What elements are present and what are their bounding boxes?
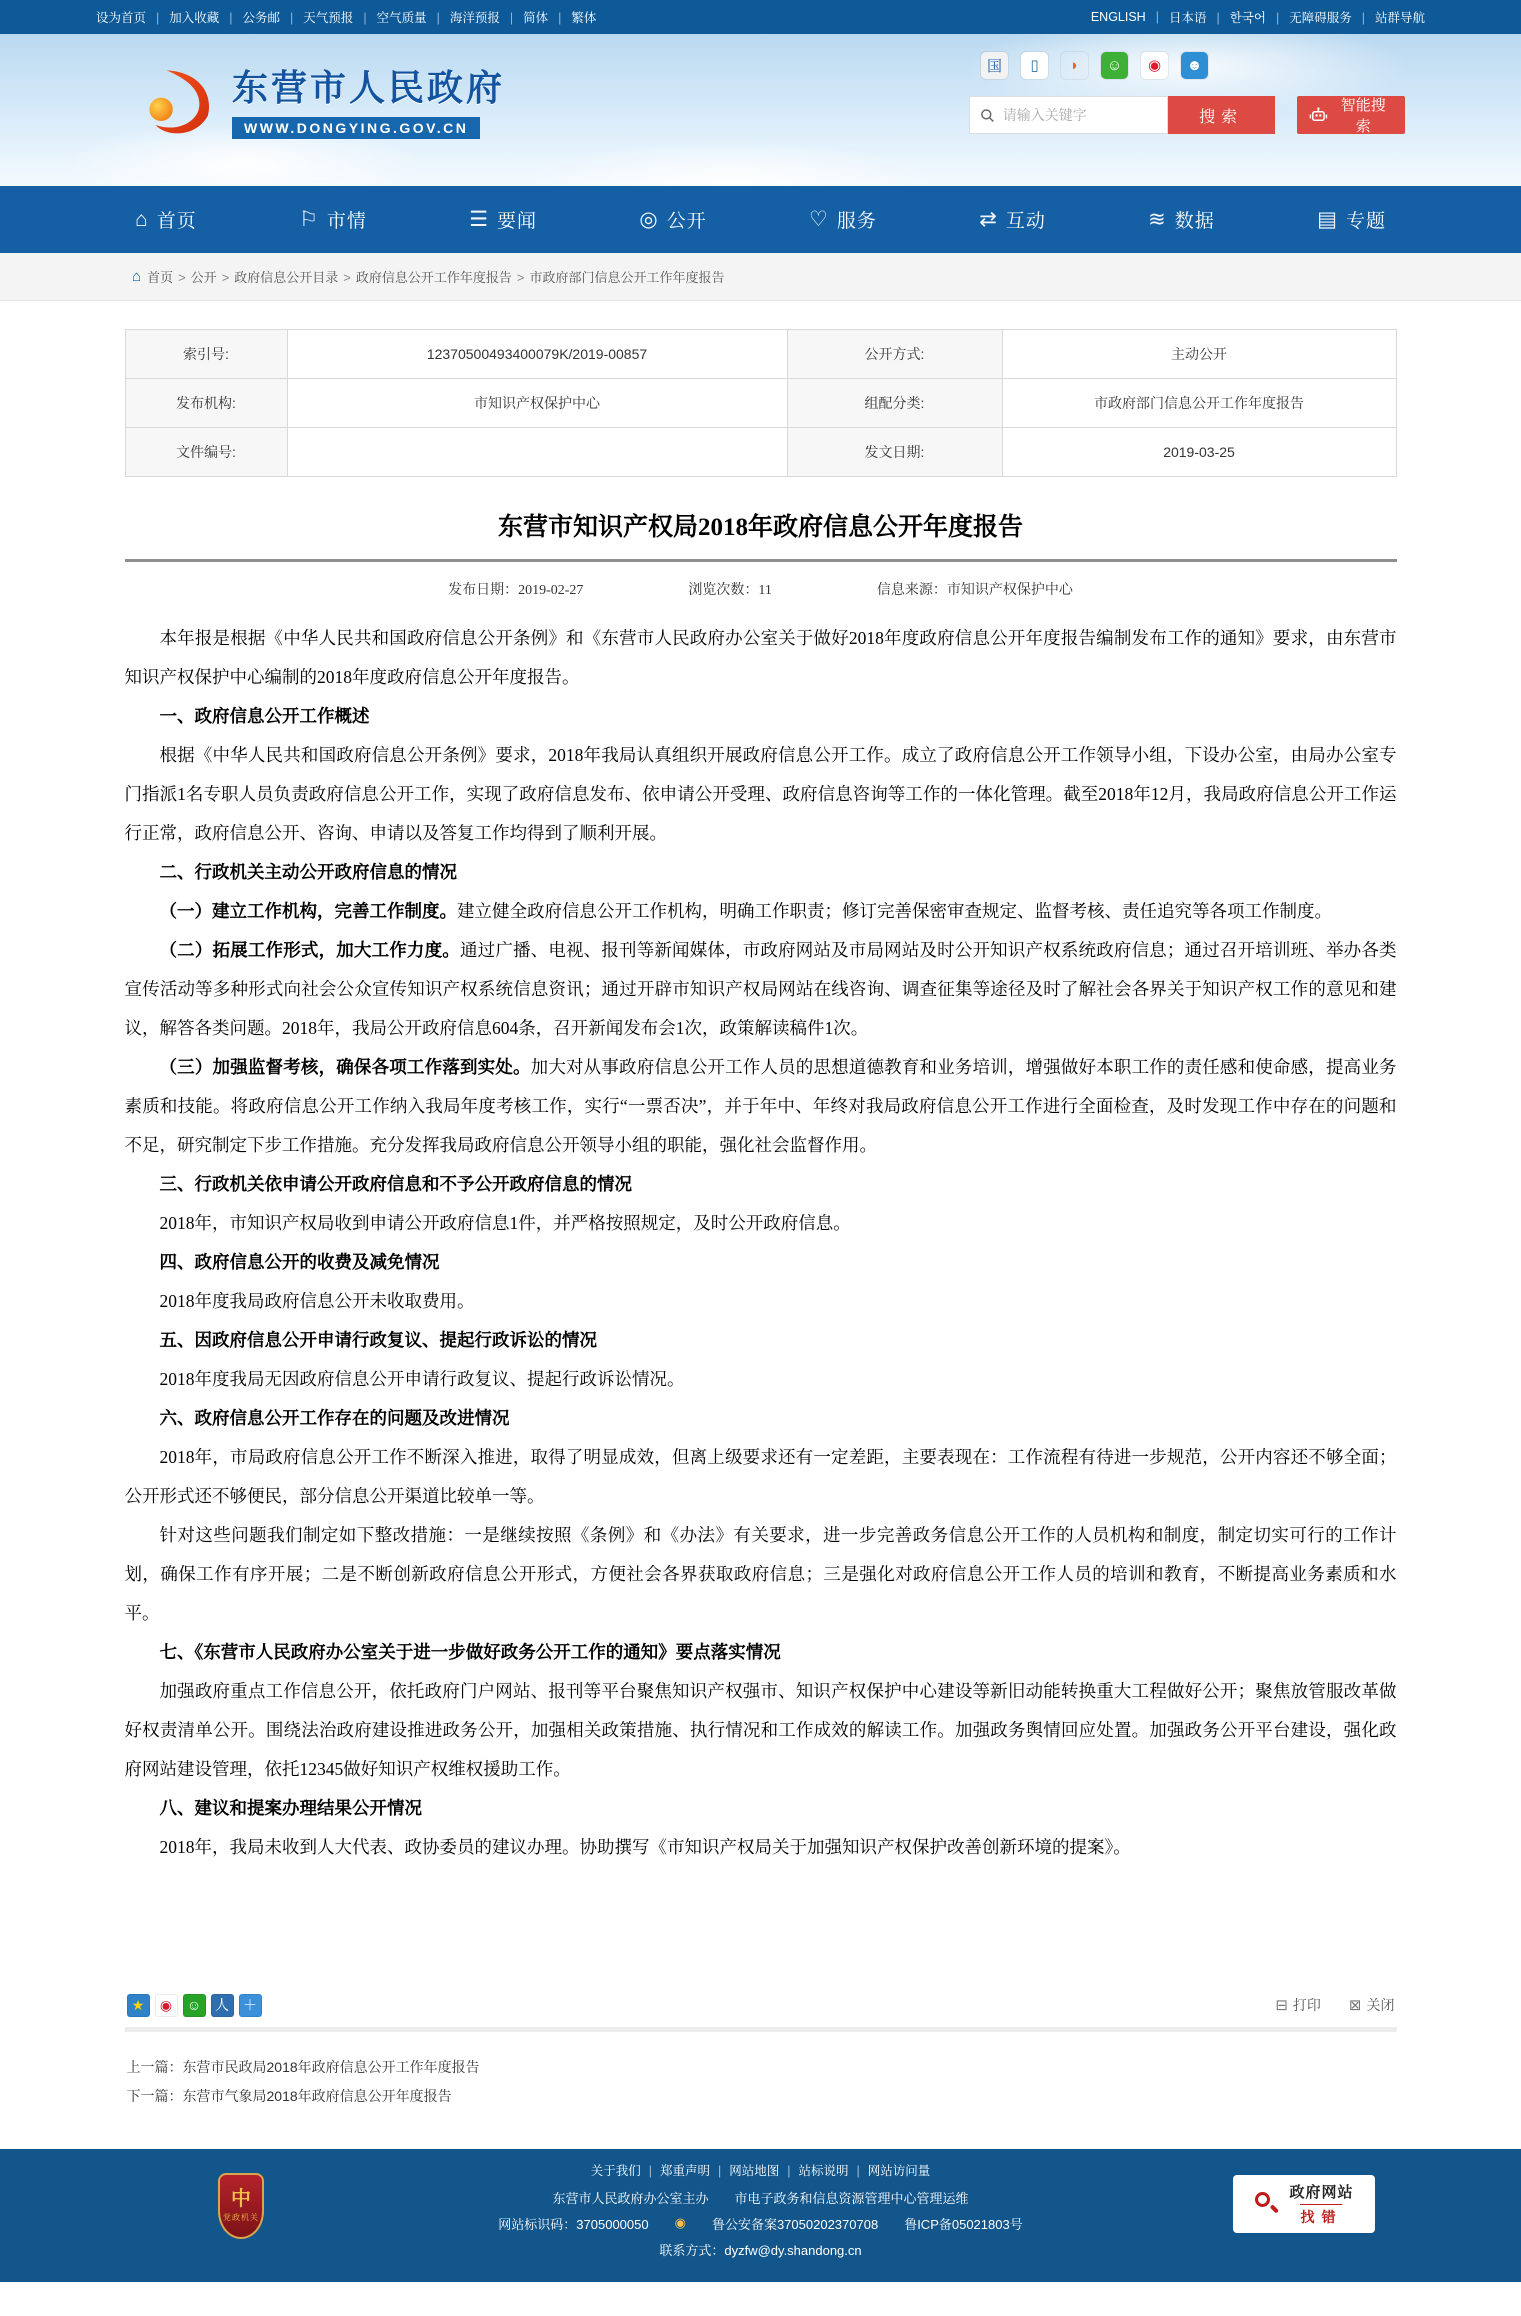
top-utility-bar [0, 0, 1521, 34]
info-label: 发文日期: [788, 428, 1003, 477]
topbar-link[interactable]: 日本语 | [1169, 8, 1230, 26]
info-value: 2019-03-25 [1003, 428, 1397, 477]
breadcrumb-item[interactable]: 政府信息公开工作年度报告 > [356, 270, 530, 285]
home-icon: ⌂ [132, 268, 142, 285]
topbar-link[interactable]: 设为首页 | [96, 8, 169, 26]
footer-link[interactable]: 网站访问量 [867, 2163, 931, 2178]
nav-item-label: 要闻 [497, 211, 538, 232]
info-label: 公开方式: [788, 330, 1003, 379]
share-icons [127, 1994, 262, 2017]
next-label: 下一篇： [126, 2087, 183, 2104]
breadcrumb-item[interactable]: 公开 > [191, 270, 235, 285]
contact-email[interactable]: dyzfw@dy.shandong.cn [724, 2242, 862, 2258]
header-right [969, 50, 1405, 134]
article-block-text: 三、行政机关依申请公开政府信息和不予公开政府信息的情况 [159, 1174, 632, 1195]
site-logo[interactable] [140, 60, 505, 139]
special-topic-icon: ▤ [1317, 208, 1337, 231]
footer-link[interactable]: 站标说明 | [799, 2164, 868, 2178]
article-block [125, 1360, 1397, 1399]
news-list-icon: ☰ [469, 208, 489, 231]
article-block [125, 1399, 1397, 1438]
article-block-text: 2018年度我局政府信息公开未收取费用。 [159, 1291, 475, 1312]
city-map-icon: ⚐ [299, 208, 318, 231]
topbar-link[interactable]: 公务邮 | [243, 8, 304, 26]
article-block [125, 619, 1397, 697]
topbar-link[interactable]: 无障碍服务 | [1289, 8, 1375, 26]
article-block-text: 通过广播、电视、报刊等新闻媒体，市政府网站及市局网站及时公开知识产权系统政府信息；通过召开培训班、举办各类宣传活动等多种形式向社会公众宣传知识产权系统信息资讯；通过开辟市知识产权局网站在线咨询、调查征集等途径及时了解社会各界关于知识产权工作的意见和建议，解答各类问题。2018年，我局公开政府信息604条，召开新闻发布会1次，政策解读稿件1次。 [124, 940, 1397, 1039]
footer-link[interactable]: 网站地图 | [729, 2164, 798, 2178]
nav-item-label: 服务 [836, 211, 877, 232]
article-block-text: 二、行政机关主动公开政府信息的情况 [159, 862, 457, 883]
wechat-icon[interactable]: ☺ [1101, 52, 1128, 79]
view-count-value: 11 [758, 583, 772, 598]
page-title: 东营市知识产权局2018年政府信息公开年度报告 [497, 514, 1023, 541]
info-label: 文件编号: [126, 428, 288, 477]
find-error-magnifier-icon [1254, 2191, 1280, 2217]
info-value: 市政府部门信息公开工作年度报告 [1003, 379, 1397, 428]
disclosure-eye-icon: ◎ [639, 208, 658, 231]
nav-item[interactable] [1148, 206, 1215, 233]
search-row [969, 96, 1405, 134]
home-icon: ⌂ [135, 208, 148, 231]
topbar-link[interactable]: 站群导航 [1374, 11, 1425, 25]
nav-item[interactable] [299, 206, 367, 233]
publish-date [448, 579, 583, 599]
article-block [125, 1828, 1397, 1867]
print-label: 打印 [1292, 1997, 1321, 2013]
site-code-value: 3705000050 [576, 2216, 649, 2232]
info-source-label: 信息来源： [876, 583, 947, 598]
service-heart-icon: ♡ [809, 208, 828, 231]
printer-icon: ⊟ [1275, 1997, 1288, 2014]
article-block-text: 一、政府信息公开工作概述 [159, 706, 370, 727]
find-error-line1: 政府网站 [1289, 2183, 1354, 2201]
article-block [125, 892, 1397, 931]
footer-contact-line [0, 2240, 1521, 2259]
main-nav [0, 186, 1521, 253]
share-toolbar [125, 1986, 1397, 2032]
article-block-text: 加强政府重点工作信息公开，依托政府门户网站、报刊等平台聚焦知识产权强市、知识产权保护中心建设等新旧动能转换重大工程做好公开；聚焦放管服改革做好权责清单公开。围绕法治政府建设推进政务公开，加强相关政策措施、执行情况和工作成效的解读工作。加强政务舆情回应处置。加强政务公开平台建设，强化政府网站建设管理，依托12345做好知识产权维权援助工作。 [124, 1681, 1397, 1780]
topbar-link[interactable]: 繁体 [571, 11, 597, 25]
info-value [288, 428, 788, 477]
search-input[interactable] [1003, 107, 1157, 123]
nav-item[interactable] [1317, 206, 1386, 233]
find-error-button[interactable] [1233, 2175, 1375, 2233]
breadcrumb-item[interactable]: 首页 > [147, 270, 191, 285]
footer-link[interactable]: 关于我们 | [591, 2164, 660, 2178]
nav-item-label: 专题 [1345, 211, 1386, 232]
info-source [877, 579, 1073, 599]
topbar-link[interactable]: 海洋预报 | [450, 8, 523, 26]
nav-item[interactable] [639, 206, 706, 233]
publish-date-value: 2019-02-27 [518, 583, 584, 598]
search-icon [980, 107, 995, 124]
search-box [969, 96, 1168, 134]
nav-item[interactable] [469, 206, 537, 233]
more-share-icon[interactable]: ＋ [239, 1994, 262, 2017]
site-name: 东营市人民政府 [232, 67, 506, 108]
article-block-text: 2018年，市局政府信息公开工作不断深入推进，取得了明显成效，但离上级要求还有一定差距，主要表现在：工作流程有待进一步规范，公开内容还不够全面；公开形式还不够便民，部分信息公开渠道比较单一等。 [124, 1447, 1397, 1507]
article-block [125, 1672, 1397, 1789]
article-block-text: 八、建议和提案办理结果公开情况 [159, 1798, 422, 1819]
nav-item[interactable] [979, 206, 1046, 233]
article-block [125, 1633, 1397, 1672]
info-value: 12370500493400079K/2019-00857 [288, 330, 788, 379]
nav-item-label: 市情 [326, 211, 367, 232]
info-source-value: 市知识产权保护中心 [946, 583, 1073, 598]
state-council-app-icon[interactable]: 国 [981, 52, 1008, 79]
info-value: 主动公开 [1003, 330, 1397, 379]
article-block-text: 2018年，市知识产权局收到申请公开政府信息1件，并严格按照规定，及时公开政府信息。 [159, 1213, 851, 1234]
topbar-link[interactable]: 空气质量 | [377, 8, 450, 26]
close-button[interactable] [1349, 1995, 1395, 2015]
topbar-left-links [96, 8, 596, 26]
nav-item-label: 互动 [1005, 211, 1046, 232]
site-code-label: 网站标识码： [498, 2216, 577, 2232]
city-logo-app-icon[interactable]: ◗ [1061, 52, 1088, 79]
nav-item-label: 数据 [1174, 211, 1215, 232]
print-button[interactable] [1275, 1995, 1321, 2015]
breadcrumb [147, 267, 724, 286]
site-url: WWW.DONGYING.GOV.CN [232, 117, 480, 139]
nav-item-label: 公开 [666, 211, 707, 232]
prev-article-link[interactable]: 东营市民政局2018年政府信息公开工作年度报告 [182, 2058, 480, 2075]
article-block [125, 1282, 1397, 1321]
footer-organizer: 东营市人民政府办公室主办 [552, 2190, 709, 2206]
article-block [125, 736, 1397, 853]
article-block [125, 853, 1397, 892]
nav-item[interactable] [809, 206, 877, 233]
view-count [688, 579, 771, 599]
page-tools [1275, 1995, 1394, 2015]
info-label: 索引号: [126, 330, 288, 379]
article-block [125, 931, 1397, 1048]
article-block-lead: （一）建立工作机构，完善工作制度。 [159, 901, 457, 922]
article-block-text: 七、《东营市人民政府办公室关于进一步做好政务公开工作的通知》要点落实情况 [159, 1642, 781, 1663]
site-code [498, 2214, 648, 2233]
robot-icon [1309, 106, 1328, 125]
info-label: 组配分类: [788, 379, 1003, 428]
robot-assistant-icon[interactable]: ☻ [1181, 52, 1208, 79]
topbar-link[interactable]: 加入收藏 | [169, 8, 242, 26]
topbar-link[interactable]: 天气预报 | [303, 8, 376, 26]
search-button[interactable]: 搜索 [1168, 96, 1275, 134]
contact-label: 联系方式： [659, 2242, 725, 2258]
topbar-link[interactable]: ENGLISH | [1091, 10, 1169, 24]
breadcrumb-bar [0, 253, 1521, 301]
icp-record[interactable]: 鲁ICP备05021803号 [904, 2216, 1023, 2232]
prev-next-links [125, 2032, 1397, 2149]
nav-item[interactable] [135, 206, 197, 233]
prev-label: 上一篇： [126, 2058, 183, 2075]
article-block-text: 2018年，我局未收到人大代表、政协委员的建议办理。协助撰写《市知识产权局关于加强知识产权保护改善创新环境的提案》。 [159, 1837, 1131, 1858]
article-block [125, 1165, 1397, 1204]
article-block-lead: （三）加强监督考核，确保各项工作落到实处。 [159, 1057, 531, 1078]
prev-article [127, 2057, 1395, 2077]
article-block [125, 1438, 1397, 1516]
app-icons-row [981, 50, 1405, 80]
article-body [125, 619, 1397, 1868]
police-record[interactable]: 鲁公安备案37050202370708 [711, 2216, 879, 2232]
view-count-label: 浏览次数： [688, 583, 759, 598]
party-government-badge [218, 2173, 264, 2239]
breadcrumb-item[interactable]: 政府信息公开目录 > [234, 270, 356, 285]
article-block-lead: （二）拓展工作形式，加大工作力度。 [159, 940, 460, 961]
badge-mark: 中 [231, 2187, 251, 2210]
topbar-right-links [1091, 8, 1425, 26]
article-block-text: 四、政府信息公开的收费及减免情况 [159, 1252, 440, 1273]
next-article-link[interactable]: 东营市气象局2018年政府信息公开年度报告 [182, 2087, 452, 2104]
breadcrumb-item[interactable]: 市政府部门信息公开工作年度报告 [529, 270, 725, 285]
close-icon: ⊠ [1348, 1997, 1362, 2014]
content-area [125, 301, 1397, 2149]
close-label: 关闭 [1366, 1997, 1395, 2013]
site-header [0, 34, 1521, 186]
article-block [125, 1321, 1397, 1360]
article-block [125, 1243, 1397, 1282]
topbar-link[interactable]: 한국어 | [1230, 8, 1289, 26]
smart-search-label: 智能搜索 [1340, 97, 1386, 135]
article-block-text: 建立健全政府信息公开工作机构，明确工作职责；修订完善保密审查规定、监督考核、责任追究等各项工作制度。 [457, 901, 1332, 922]
nav-item-label: 首页 [156, 211, 197, 232]
info-label: 发布机构: [126, 379, 288, 428]
renren-share-icon[interactable]: 人 [211, 1994, 234, 2017]
weibo-share-icon[interactable]: ◉ [155, 1994, 178, 2017]
publish-date-label: 发布日期： [448, 583, 519, 598]
document-info-table [125, 329, 1397, 477]
city-logo-icon [140, 61, 218, 139]
article-block [125, 697, 1397, 736]
article-block-text: 针对这些问题我们制定如下整改措施：一是继续按照《条例》和《办法》有关要求，进一步完善政务信息公开工作的人员机构和制度，制定切实可行的工作计划，确保工作有序开展；二是不断创新政府信息公开形式，方便社会各界获取政府信息；三是强化对政府信息公开工作人员的培训和教育，不断提高业务素质和水平。 [124, 1525, 1397, 1624]
find-error-line2: 找错 [1300, 2204, 1342, 2227]
article-block-text: 五、因政府信息公开申请行政复议、提起行政诉讼的情况 [159, 1330, 597, 1351]
police-emblem-icon: ◉ [674, 2215, 686, 2230]
weibo-icon[interactable]: ◉ [1141, 52, 1168, 79]
article-block [125, 1048, 1397, 1165]
mobile-app-icon[interactable]: ▯ [1021, 52, 1048, 79]
article-block [125, 1204, 1397, 1243]
qzone-share-icon[interactable]: ★ [127, 1994, 150, 2017]
interaction-icon: ⇄ [979, 208, 997, 231]
info-value: 市知识产权保护中心 [288, 379, 788, 428]
article-block-text: 加大对从事政府信息公开工作人员的思想道德教育和业务培训，增强做好本职工作的责任感和使命感，提高业务素质和技能。将政府信息公开工作纳入我局年度考核工作，实行“一票否决”，并于年中、年终对我局政府信息公开工作进行全面检查，及时发现工作中存在的问题和不足，研究制定下步工作措施。充分发挥我局政府信息公开领导小组的职能，强化社会监督作用。 [124, 1057, 1397, 1156]
article-block-text: 2018年度我局无因政府信息公开申请行政复议、提起行政诉讼情况。 [159, 1369, 685, 1390]
footer-link[interactable]: 郑重声明 | [660, 2164, 729, 2178]
site-footer [0, 2149, 1521, 2282]
article-block-text: 根据《中华人民共和国政府信息公开条例》要求，2018年我局认真组织开展政府信息公开工作。成立了政府信息公开工作领导小组，下设办公室，由局办公室专门指派1名专职人员负责政府信息公开工作，实现了政府信息发布、依申请公开受理、政府信息咨询等工作的一体化管理。截至2018年12月，我局政府信息公开工作运行正常，政府信息公开、咨询、申请以及答复工作均得到了顺利开展。 [124, 745, 1397, 844]
badge-text: 党政机关 [223, 2212, 259, 2222]
wechat-share-icon[interactable]: ☺ [183, 1994, 206, 2017]
article-meta [125, 562, 1397, 619]
next-article [127, 2086, 1395, 2106]
contact-info [659, 2240, 861, 2259]
footer-maintainer: 市电子政务和信息资源管理中心管理运维 [734, 2190, 969, 2206]
topbar-link[interactable]: 简体 | [523, 8, 571, 26]
article-block [125, 1789, 1397, 1828]
data-icon: ≋ [1148, 208, 1166, 231]
smart-search-button[interactable] [1297, 96, 1405, 134]
article-block-text: 六、政府信息公开工作存在的问题及改进情况 [159, 1408, 510, 1429]
article-block-text: 本年报是根据《中华人民共和国政府信息公开条例》和《东营市人民政府办公室关于做好2018年度政府信息公开年度报告编制发布工作的通知》要求，由东营市知识产权保护中心编制的2018年度政府信息公开年度报告。 [124, 628, 1397, 688]
article-block [125, 1516, 1397, 1633]
